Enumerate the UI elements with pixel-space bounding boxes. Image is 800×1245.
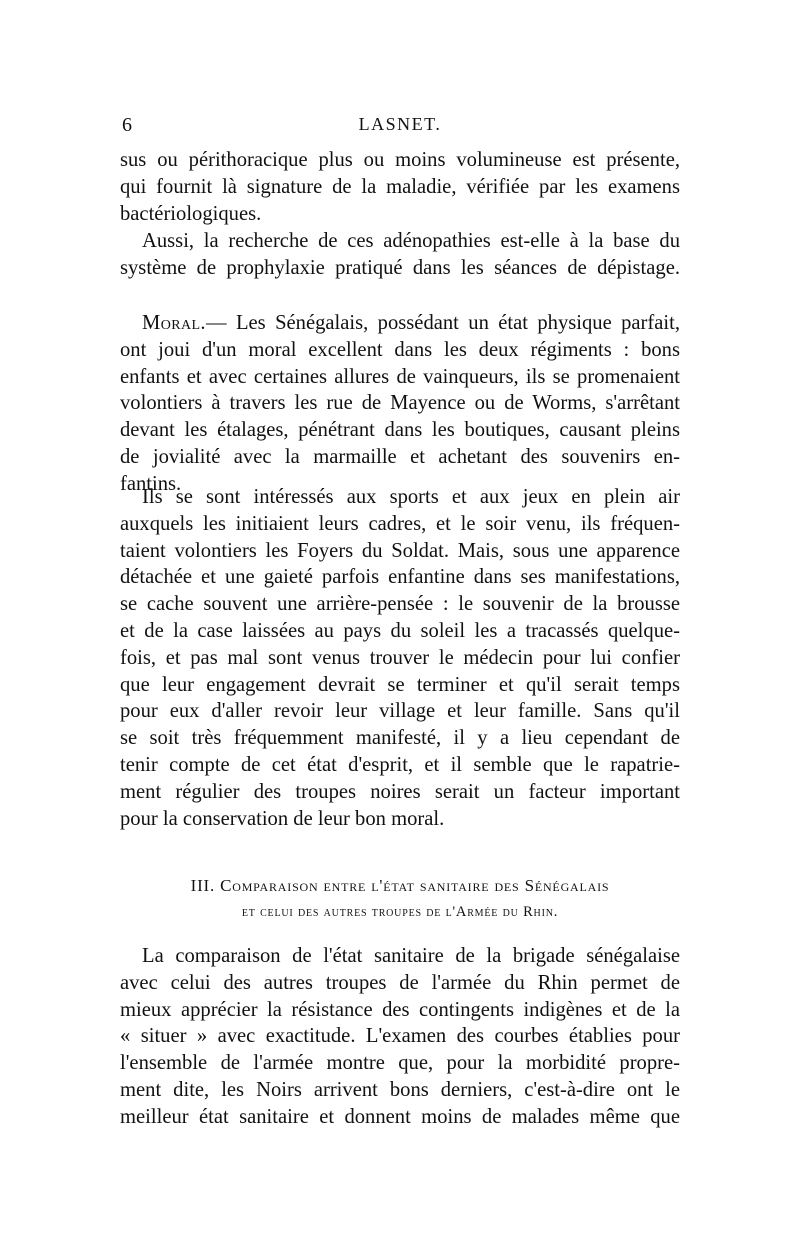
text-line: que leur engagement devrait se terminer et qu'il serait temps (120, 673, 680, 696)
running-title: LASNET. (358, 114, 442, 134)
text-line: fois, et pas mal sont venus trouver le médecin pour lui confier (120, 646, 680, 669)
text-line: pour la conservation de leur bon moral. (120, 807, 445, 830)
text-line: Aussi, la recherche de ces adénopathies est-elle à la base du (142, 230, 680, 252)
text-line: tenir compte de cet état d'esprit, et il semble que le rapatrie- (120, 753, 680, 776)
text-line: et de la case laissées au pays du soleil les a tracassés quelque- (120, 619, 680, 642)
text-line: ment dite, les Noirs arrivent bons derniers, c'est-à-dire ont le (120, 1078, 680, 1101)
text-line: se cache souvent une arrière-pensée : le souvenir de la brousse (120, 593, 680, 616)
paragraph-prophylaxie (120, 228, 680, 282)
text-line: ont joui d'un moral excellent dans les deux régiments : bons (120, 338, 680, 361)
text-line: enfants et avec certaines allures de vainqueurs, ils se promenaient (120, 365, 680, 388)
paragraph-sports (120, 484, 680, 832)
moral-heading: Moral. (142, 312, 206, 334)
text-line: détachée et une gaieté parfois enfantine dans ses manifestations, (120, 566, 680, 589)
text-line: système de prophylaxie pratiqué dans les séances de dépistage. (120, 256, 680, 279)
text-line: ment régulier des troupes noires serait un facteur important (120, 780, 680, 803)
text-line: volontiers à travers les rue de Mayence ou de Worms, s'arrêtant (120, 392, 680, 415)
page-number: 6 (122, 114, 133, 136)
text-line: mieux apprécier la résistance des contingents indigènes et de la (120, 998, 680, 1021)
text-line: La comparaison de l'état sanitaire de la brigade sénégalaise (142, 945, 680, 967)
text-line: l'ensemble de l'armée montre que, pour la morbidité propre- (120, 1052, 680, 1075)
section-heading (120, 873, 680, 925)
text-line: qui fournit là signature de la maladie, vérifiée par les examens (120, 175, 680, 198)
text-line: taient volontiers les Foyers du Soldat. Mais, sous une apparence (120, 539, 680, 562)
running-header (120, 114, 680, 144)
paragraph-moral (120, 310, 680, 498)
moral-first-line: — Les Sénégalais, possédant un état physique parfait, (205, 312, 680, 334)
text-line: Ils se sont intéressés aux sports et aux jeux en plein air (142, 486, 680, 508)
text-line (120, 310, 680, 337)
text-line: auxquels les initiaient leurs cadres, et le soir venu, ils fréquen- (120, 512, 680, 535)
text-line: pour eux d'aller revoir leur village et leur famille. Sans qu'il (120, 700, 680, 723)
text-line: avec celui des autres troupes de l'armée du Rhin permet de (120, 971, 680, 994)
text-line: de jovialité avec la marmaille et achetant des souvenirs en- (120, 445, 680, 468)
section-heading-line-1: III. Comparaison entre l'état sanitaire des Sénégalais (190, 876, 610, 895)
text-line: meilleur état sanitaire et donnent moins de malades même que (120, 1105, 680, 1128)
section-heading-line-2: et celui des autres troupes de l'Armée du Rhin. (241, 904, 559, 920)
text-line: « situer » avec exactitude. L'examen des courbes établies pour (120, 1025, 680, 1048)
text-line: sus ou périthoracique plus ou moins volumineuse est présente, (120, 149, 680, 171)
text-line: devant les étalages, pénétrant dans les boutiques, causant pleins (120, 419, 680, 442)
text-line: fantins. (120, 472, 182, 495)
text-line: se soit très fréquemment manifesté, il y a lieu cependant de (120, 727, 680, 750)
paragraph-continuation (120, 147, 680, 227)
text-line: bactériologiques. (120, 202, 262, 225)
paragraph-comparaison (120, 943, 680, 1131)
